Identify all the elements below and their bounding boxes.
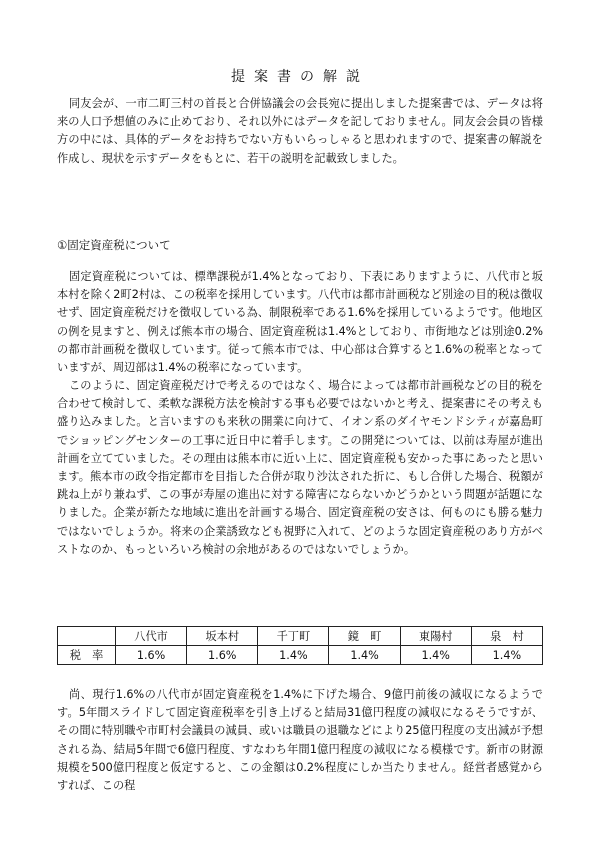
section-paragraph-3: 尚、現行1.6%の八代市が固定資産税を1.4%に下げた場合、9億円前後の減収になるようです。5年間スライドして固定資産税率を引き上げると結局31億円程度の減収になるそうですが、その間に特別職や市町村会議員の減員、或いは職員の退職などにより25億円程度の支出減が予想される為、結局5年間で6億円程度、すなわち年間1億円程度の減収になる模様です。新市の財源規模を500億円程度と仮定すると、この金額は0.2%程度にしか当たりません。経営者感覚からすれば、この程 [57, 688, 543, 793]
tax-rate-table [57, 626, 543, 665]
table-row [58, 646, 543, 665]
table-cell: 1.4% [400, 646, 471, 665]
table-header-cell: 千丁町 [258, 627, 329, 646]
table-header-cell: 東陽村 [400, 627, 471, 646]
table-header-row [58, 627, 543, 646]
intro-paragraph: 同友会が、一市二町三村の首長と合併協議会の会長宛に提出しました提案書では、データは将来の人口予想値のみに止めており、それ以外にはデータを記しておりません。同友会会員の皆様方の中には、具体的データをお持ちでない方もいらっしゃると思われますので、提案書の解説を作成し、現状を示すデータをもとに、若干の説明を記載致しました。 [57, 97, 543, 165]
table-header-cell: 泉 村 [471, 627, 542, 646]
table-cell: 1.6% [116, 646, 187, 665]
section-paragraph-1: 固定資産税については、標準課税が1.4%となっており、下表にありますように、八代市と坂本村を除く2町2村は、この税率を採用しています。八代市は都市計画税など別途の目的税は徴収せず、固定資産税だけを徴収している為、制限税率である1.6%を採用しているようです。他地区の例を見ますと、例えば熊本市の場合、固定資産税は1.4%としており、市街地などは別途0.2%の都市計画税を徴収しています。従って熊本市では、中心部は合算すると1.6%の税率となっていますが、周辺部は1.4%の税率になっています。 [57, 270, 543, 375]
table-cell: 1.4% [471, 646, 542, 665]
table-corner-cell [58, 627, 116, 646]
table-header-cell: 鏡 町 [329, 627, 400, 646]
table-cell: 1.4% [329, 646, 400, 665]
section-paragraph-2: このように、固定資産税だけで考えるのではなく、場合によっては都市計画税などの目的税を合わせて検討して、柔軟な課税方法を検討する事も必要ではないかと考え、提案書にその考えも盛り込みました。と言いますのも来秋の開業に向けて、イオン系のダイヤモンドシティが嘉島町でショッピングセンターの工事に近日中に着手します。この開発については、以前は寿屋が進出計画を立てていました。その理由は熊本市に近い上に、固定資産税も安かった事にあったと思います。熊本市の政令指定都市を目指した合併が取り沙汰された折に、もし合併した場合、税額が跳ね上がり兼ねず、この事が寿屋の進出に対する障害にならないかどうかという問題が話題になりました。企業が新たな地域に進出を計画する場合、固定資産税の安さは、何ものにも勝る魅力ではないでしょうか。将来の企業誘致なども視野に入れて、どのような固定資産税のあり方がベストなのか、もっといろいろ検討の余地があるのではないでしょうか。 [57, 379, 543, 556]
table-cell: 1.4% [258, 646, 329, 665]
table-row-label: 税 率 [58, 646, 116, 665]
table-header-cell: 八代市 [116, 627, 187, 646]
page-title: 提案書の解説 [231, 69, 369, 85]
table-header-cell: 坂本村 [187, 627, 258, 646]
table-cell: 1.6% [187, 646, 258, 665]
section-heading: ①固定資産税について [57, 238, 171, 252]
